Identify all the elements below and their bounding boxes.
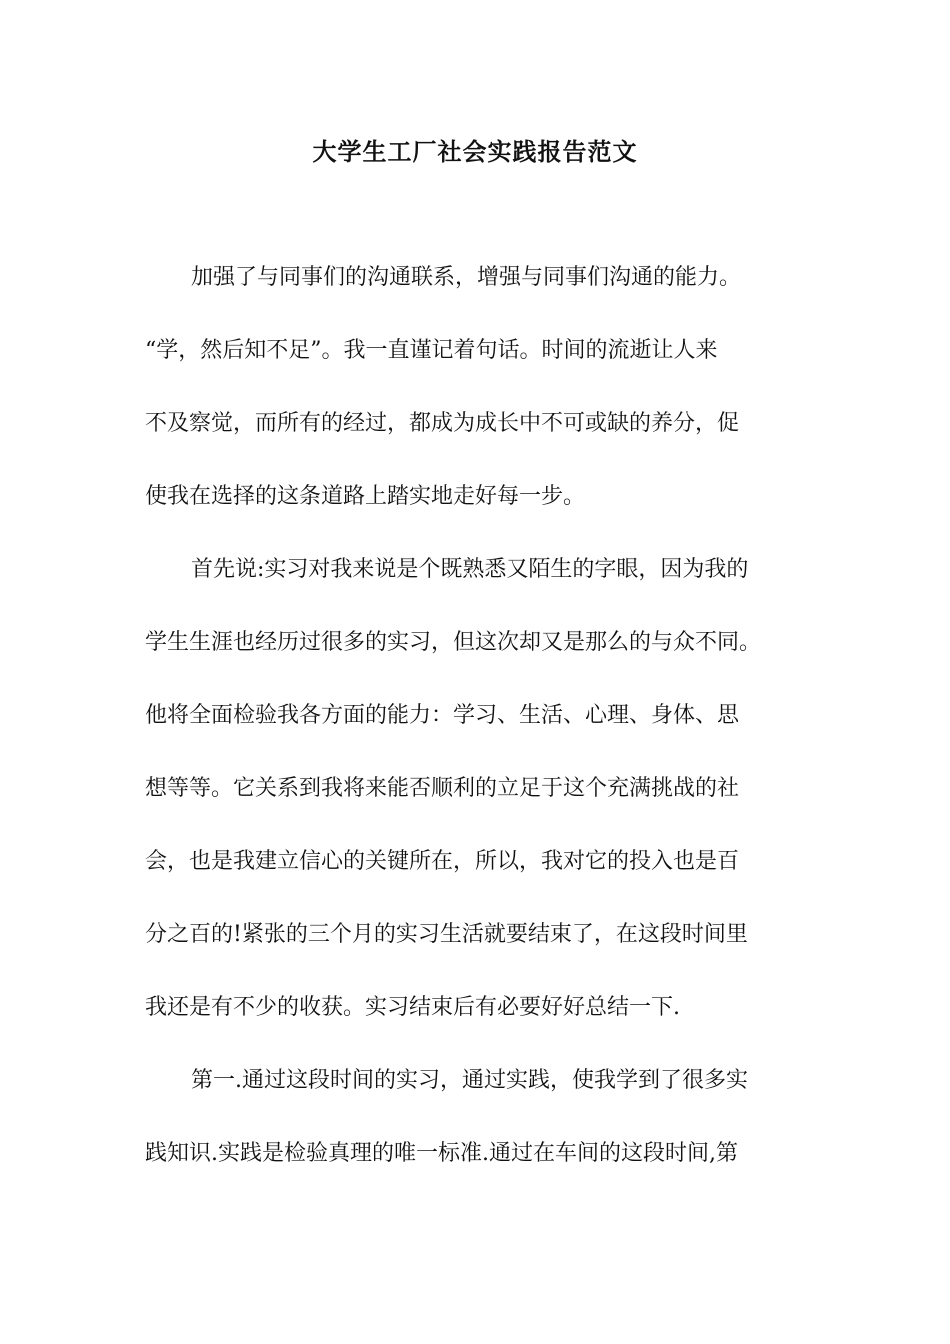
body-line: 使我在选择的这条道路上踏实地走好每一步。 (145, 484, 586, 509)
body-line: 第一.通过这段时间的实习，通过实践，使我学到了很多实 (191, 1068, 748, 1093)
body-line: “学，然后知不足”。我一直谨记着句话。时间的流逝让人来 (145, 338, 718, 363)
body-line: 学生生涯也经历过很多的实习，但这次却又是那么的与众不同。 (145, 630, 762, 655)
document-title: 大学生工厂社会实践报告范文 (312, 137, 638, 166)
document-body (145, 241, 807, 1190)
body-line: 分之百的!紧张的三个月的实习生活就要结束了，在这段时间里 (145, 922, 748, 947)
body-line: 会，也是我建立信心的关键所在，所以，我对它的投入也是百 (145, 849, 740, 874)
body-line: 他将全面检验我各方面的能力：学习、生活、心理、身体、思 (145, 703, 740, 728)
body-line: 首先说:实习对我来说是个既熟悉又陌生的字眼，因为我的 (191, 557, 749, 582)
body-line: 我还是有不少的收获。实习结束后有必要好好总结一下. (145, 995, 680, 1020)
body-line: 践知识.实践是检验真理的唯一标准.通过在车间的这段时间,第 (145, 1141, 738, 1166)
body-line: 想等等。它关系到我将来能否顺利的立足于这个充满挑战的社 (145, 776, 740, 801)
body-line: 加强了与同事们的沟通联系，增强与同事们沟通的能力。 (191, 265, 742, 290)
body-line: 不及察觉，而所有的经过，都成为成长中不可或缺的养分，促 (145, 411, 740, 436)
